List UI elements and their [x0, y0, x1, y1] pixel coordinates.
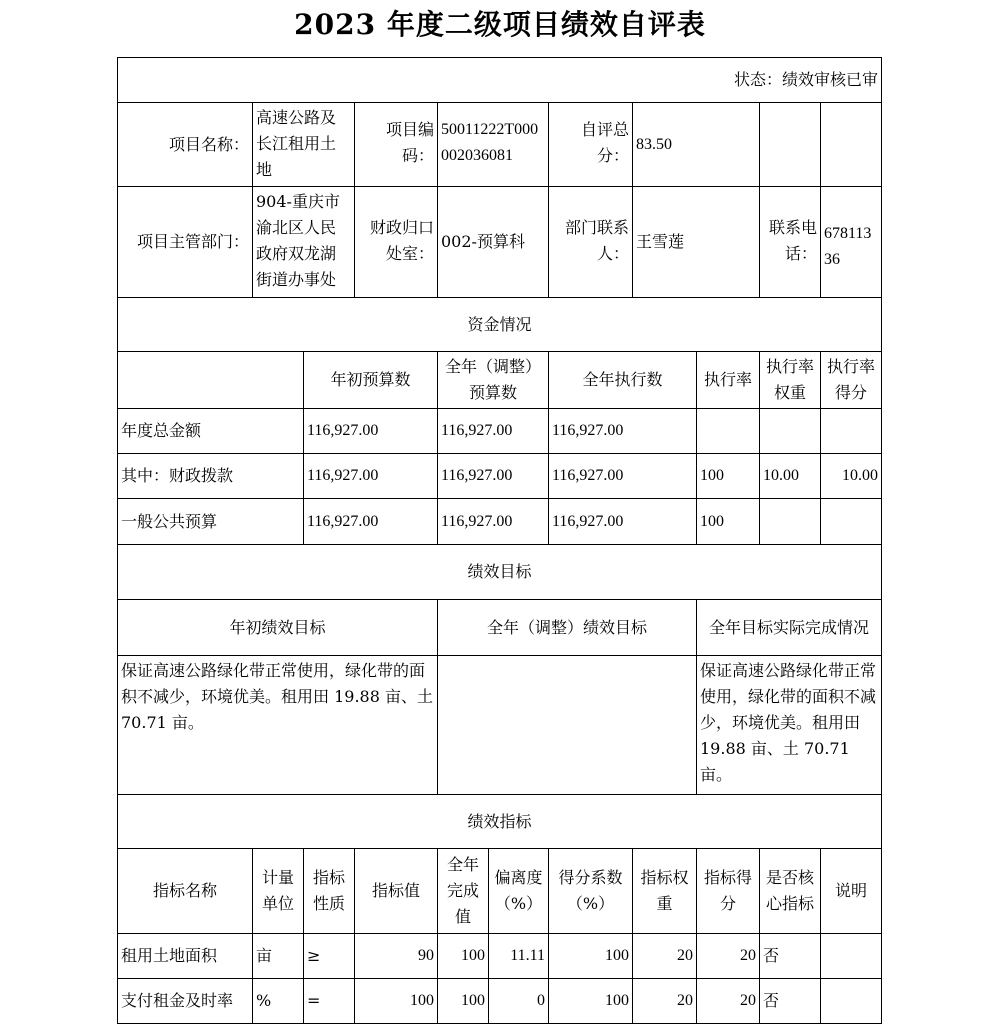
- ind-row-nature: =: [303, 978, 355, 1024]
- phone-label: 联系电话：: [759, 186, 821, 298]
- ind-row-score: 20: [696, 978, 760, 1024]
- ind-row-unit: 亩: [252, 933, 304, 979]
- funds-row-label: 一般公共预算: [117, 498, 304, 545]
- ind-header-core: 是否核心指标: [759, 848, 821, 934]
- funds-row-initial: 116,927.00: [303, 408, 438, 454]
- goals-actual-text: 保证高速公路绿化带正常使用，绿化带的面积不减少，环境优美。租用田 19.88 亩、土 70.71 亩。: [696, 655, 882, 795]
- funds-row-rate: 100: [696, 498, 760, 545]
- ind-header-weight: 指标权重: [632, 848, 697, 934]
- ind-row-note: [820, 978, 882, 1024]
- funds-row-label: 其中：财政拨款: [117, 453, 304, 499]
- indicators-section-title: 绩效指标: [117, 794, 882, 849]
- ind-row-deviation: 0: [488, 978, 549, 1024]
- dept-value: 904-重庆市渝北区人民政府双龙湖街道办事处: [252, 186, 355, 298]
- goals-section-title: 绩效目标: [117, 544, 882, 600]
- goals-header-adjusted: 全年（调整）绩效目标: [437, 599, 697, 656]
- status-text: 状态：绩效审核已审: [733, 70, 878, 89]
- goals-initial-text: 保证高速公路绿化带正常使用，绿化带的面积不减少，环境优美。租用田 19.88 亩、土 70.71 亩。: [117, 655, 438, 795]
- ind-row-note: [820, 933, 882, 979]
- ind-header-coef: 得分系数（%）: [548, 848, 633, 934]
- self-score-value: 83.50: [632, 102, 760, 187]
- project-name-label: 项目名称：: [117, 102, 253, 187]
- funds-row-weight: [759, 498, 821, 545]
- project-name-value: 高速公路及长江租用土地: [252, 102, 355, 187]
- ind-header-deviation: 偏离度（%）: [488, 848, 549, 934]
- empty-cell: [820, 102, 882, 187]
- funds-row-adjusted: 116,927.00: [437, 453, 549, 499]
- ind-header-name: 指标名称: [117, 848, 253, 934]
- project-code-label: 项目编码：: [354, 102, 438, 187]
- ind-row-nature: ≥: [303, 933, 355, 979]
- ind-row-deviation: 11.11: [488, 933, 549, 979]
- ind-row-name: 租用土地面积: [117, 933, 253, 979]
- ind-row-done: 100: [437, 978, 489, 1024]
- status-cell: [117, 57, 882, 103]
- contact-label: 部门联系人：: [548, 186, 633, 298]
- funds-row-rate: [696, 408, 760, 454]
- funds-row-initial: 116,927.00: [303, 498, 438, 545]
- ind-row-core: 否: [759, 933, 821, 979]
- finance-value: 002-预算科: [437, 186, 549, 298]
- funds-row-adjusted: 116,927.00: [437, 498, 549, 545]
- finance-label: 财政归口处室：: [354, 186, 438, 298]
- funds-row-executed: 116,927.00: [548, 498, 697, 545]
- funds-row-adjusted: 116,927.00: [437, 408, 549, 454]
- ind-row-coef: 100: [548, 978, 633, 1024]
- ind-header-note: 说明: [820, 848, 882, 934]
- funds-row-score: [820, 408, 882, 454]
- funds-row-score: 10.00: [820, 453, 882, 499]
- ind-row-name: 支付租金及时率: [117, 978, 253, 1024]
- phone-value: 67811336: [820, 186, 882, 298]
- ind-row-done: 100: [437, 933, 489, 979]
- goals-header-actual: 全年目标实际完成情况: [696, 599, 882, 656]
- funds-row-weight: [759, 408, 821, 454]
- funds-row-score: [820, 498, 882, 545]
- ind-row-score: 20: [696, 933, 760, 979]
- ind-row-unit: %: [252, 978, 304, 1024]
- funds-row-label: 年度总金额: [117, 408, 304, 454]
- funds-header-executed: 全年执行数: [548, 351, 697, 409]
- ind-header-done: 全年完成值: [437, 848, 489, 934]
- contact-value: 王雪莲: [632, 186, 760, 298]
- dept-label: 项目主管部门：: [117, 186, 253, 298]
- funds-row-rate: 100: [696, 453, 760, 499]
- funds-header-initial: 年初预算数: [303, 351, 438, 409]
- funds-header-rate: 执行率: [696, 351, 760, 409]
- ind-row-value: 90: [354, 933, 438, 979]
- funds-header-weight: 执行率权重: [759, 351, 821, 409]
- ind-row-weight: 20: [632, 978, 697, 1024]
- goals-adjusted-text: [437, 655, 697, 795]
- funds-header-empty: [117, 351, 304, 409]
- goals-header-initial: 年初绩效目标: [117, 599, 438, 656]
- funds-row-initial: 116,927.00: [303, 453, 438, 499]
- ind-header-value: 指标值: [354, 848, 438, 934]
- funds-row-weight: 10.00: [759, 453, 821, 499]
- page-title: 2023 年度二级项目绩效自评表: [294, 8, 706, 41]
- ind-row-core: 否: [759, 978, 821, 1024]
- ind-row-value: 100: [354, 978, 438, 1024]
- self-score-label: 自评总分：: [548, 102, 633, 187]
- funds-section-title: 资金情况: [117, 297, 882, 352]
- funds-header-adjusted: 全年（调整）预算数: [437, 351, 549, 409]
- project-code-value: 50011222T000002036081: [437, 102, 549, 187]
- empty-cell: [759, 102, 821, 187]
- ind-row-coef: 100: [548, 933, 633, 979]
- funds-row-executed: 116,927.00: [548, 453, 697, 499]
- ind-row-weight: 20: [632, 933, 697, 979]
- ind-header-score: 指标得分: [696, 848, 760, 934]
- ind-header-nature: 指标性质: [303, 848, 355, 934]
- funds-header-score: 执行率得分: [820, 351, 882, 409]
- ind-header-unit: 计量单位: [252, 848, 304, 934]
- funds-row-executed: 116,927.00: [548, 408, 697, 454]
